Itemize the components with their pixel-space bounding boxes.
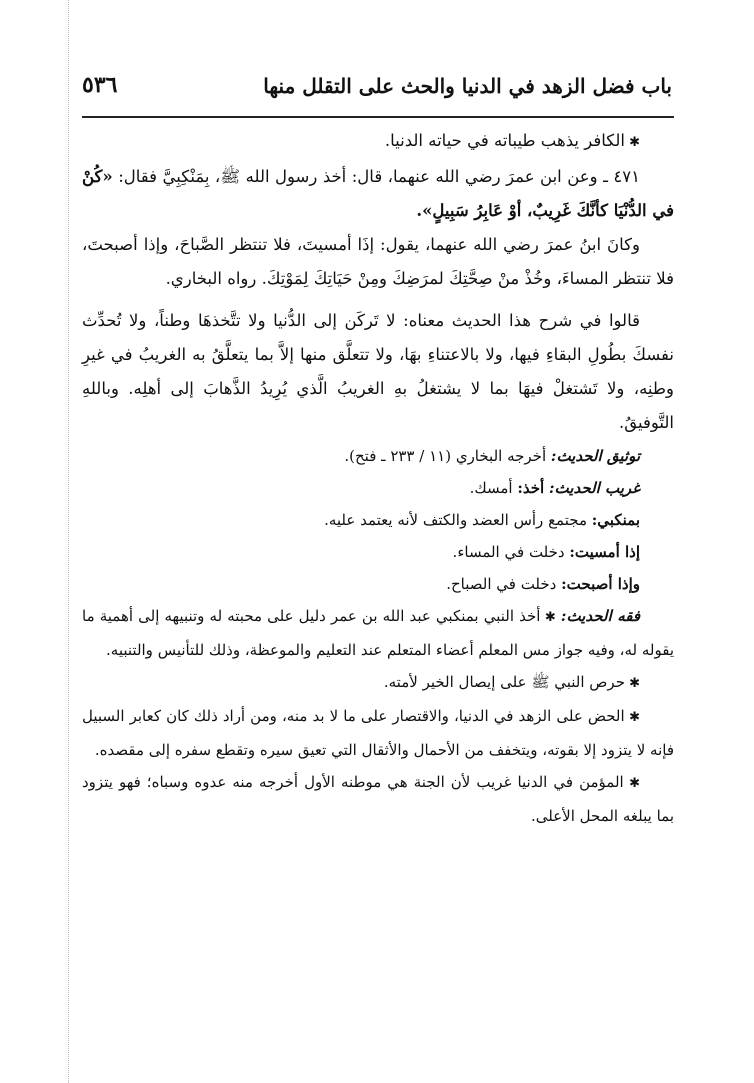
margin-guide-line [68,0,69,1083]
page-number: ٥٣٦ [82,72,118,98]
takhrij-label: توثيق الحديث: [550,447,640,465]
fiqh-point: ✱ الحض على الزهد في الدنيا، والاقتصار على ما لا بد منه، ومن أراد ذلك كان كعابر السبيل فإنه لا يتزود إلا بقوته، ويتخفف من الأحمال والأثقال التي تعيق سيره وتقطع سفره إلى مقصده. [82,700,674,766]
hadith-quote: «كُنْ في الدُّنْيَا كأنَّكَ غَرِيبٌ، أوْ عَابِرُ سَبِيلٍ». [82,167,674,220]
definition-line [82,568,674,600]
gharib-text: أمسك. [469,479,513,497]
definition-text: دخلت في المساء. [452,543,565,561]
page-header [82,64,672,114]
fiqh-point: ✱ حرص النبي ﷺ على إيصال الخير لأمته. [82,666,674,700]
hadith-intro: وعن ابن عمرَ رضي الله عنهما، قال: أخذ رسول الله ﷺ، بِمَنْكِبِيَّ فقال: [118,167,598,186]
definition-text: دخلت في الصباح. [446,575,557,593]
fiqh-point: ✱ المؤمن في الدنيا غريب لأن الجنة هي موطنه الأول أخرجه منه عدوه وسباه؛ فهو يتزود بما يبلغه المحل الأعلى. [82,766,674,832]
page-body [82,124,674,832]
definition-text: مجتمع رأس العضد والكتف لأنه يعتمد عليه. [324,511,587,529]
fiqh-label: فقه الحديث: [560,607,640,625]
gharib-term: أخذ: [517,479,545,497]
header-divider [82,116,674,118]
fiqh-paragraph [82,600,674,666]
takhrij-line [82,440,674,472]
chapter-title: باب فضل الزهد في الدنيا والحث على التقلل منها [263,74,672,98]
definition-term: وإذا أصبحت: [561,575,640,593]
takhrij-text: أخرجه البخاري (١١ / ٢٣٣ ـ فتح). [344,447,547,465]
definition-line [82,504,674,536]
gharib-label: غريب الحديث: [549,479,640,497]
hadith-paragraph [82,160,674,228]
definition-term: إذا أمسيت: [569,543,640,561]
hadith-number: ٤٧١ ـ [603,167,640,186]
fiqh-first-point: ✱ أخذ النبي بمنكبي عبد الله بن عمر دليل على محبته له وتنبيهه إلى أهمية ما يقوله له، وفيه جواز مس المعلم أعضاء المتعلم عند التعليم والموعظة، وذلك للتأنيس والتنبيه. [82,607,674,659]
bullet-intro: ✱ الكافر يذهب طيباته في حياته الدنيا. [82,124,674,160]
gharib-line [82,472,674,504]
definition-term: بمنكبي: [591,511,640,529]
spacer [82,296,674,304]
commentary-paragraph: قالوا في شرح هذا الحديث معناه: لا تَركَن إلى الدُّنيا ولا تتَّخذهَا وطناً، ولا تُحدِّث نفسكَ بطُولِ البقاءِ فيها، ولا بالاعتناءِ بهَا، ولا تتعلَّق منها إلاَّ بما يتعلَّقُ به الغريبُ في غيرِ وطنِه، ولا تَشتغلْ فيهَا بما لا يشتغلُ بهِ الغريبُ الَّذي يُرِيدُ الذَّهابَ إلى أهلِه. وباللهِ التَّوفيقُ. [82,311,674,432]
definition-line [82,536,674,568]
ibn-umar-paragraph: وكانَ ابنُ عمرَ رضي الله عنهما، يقول: إذَا أمسيتَ، فلا تنتظر الصَّباحَ، وإذا أصبحتَ، فلا تنتظر المساءَ، وخُذْ منْ صِحَّتِكَ لمرَضِكَ ومِنْ حَيَاتِكَ لِمَوْتِكَ. رواه البخاري. [82,235,674,288]
